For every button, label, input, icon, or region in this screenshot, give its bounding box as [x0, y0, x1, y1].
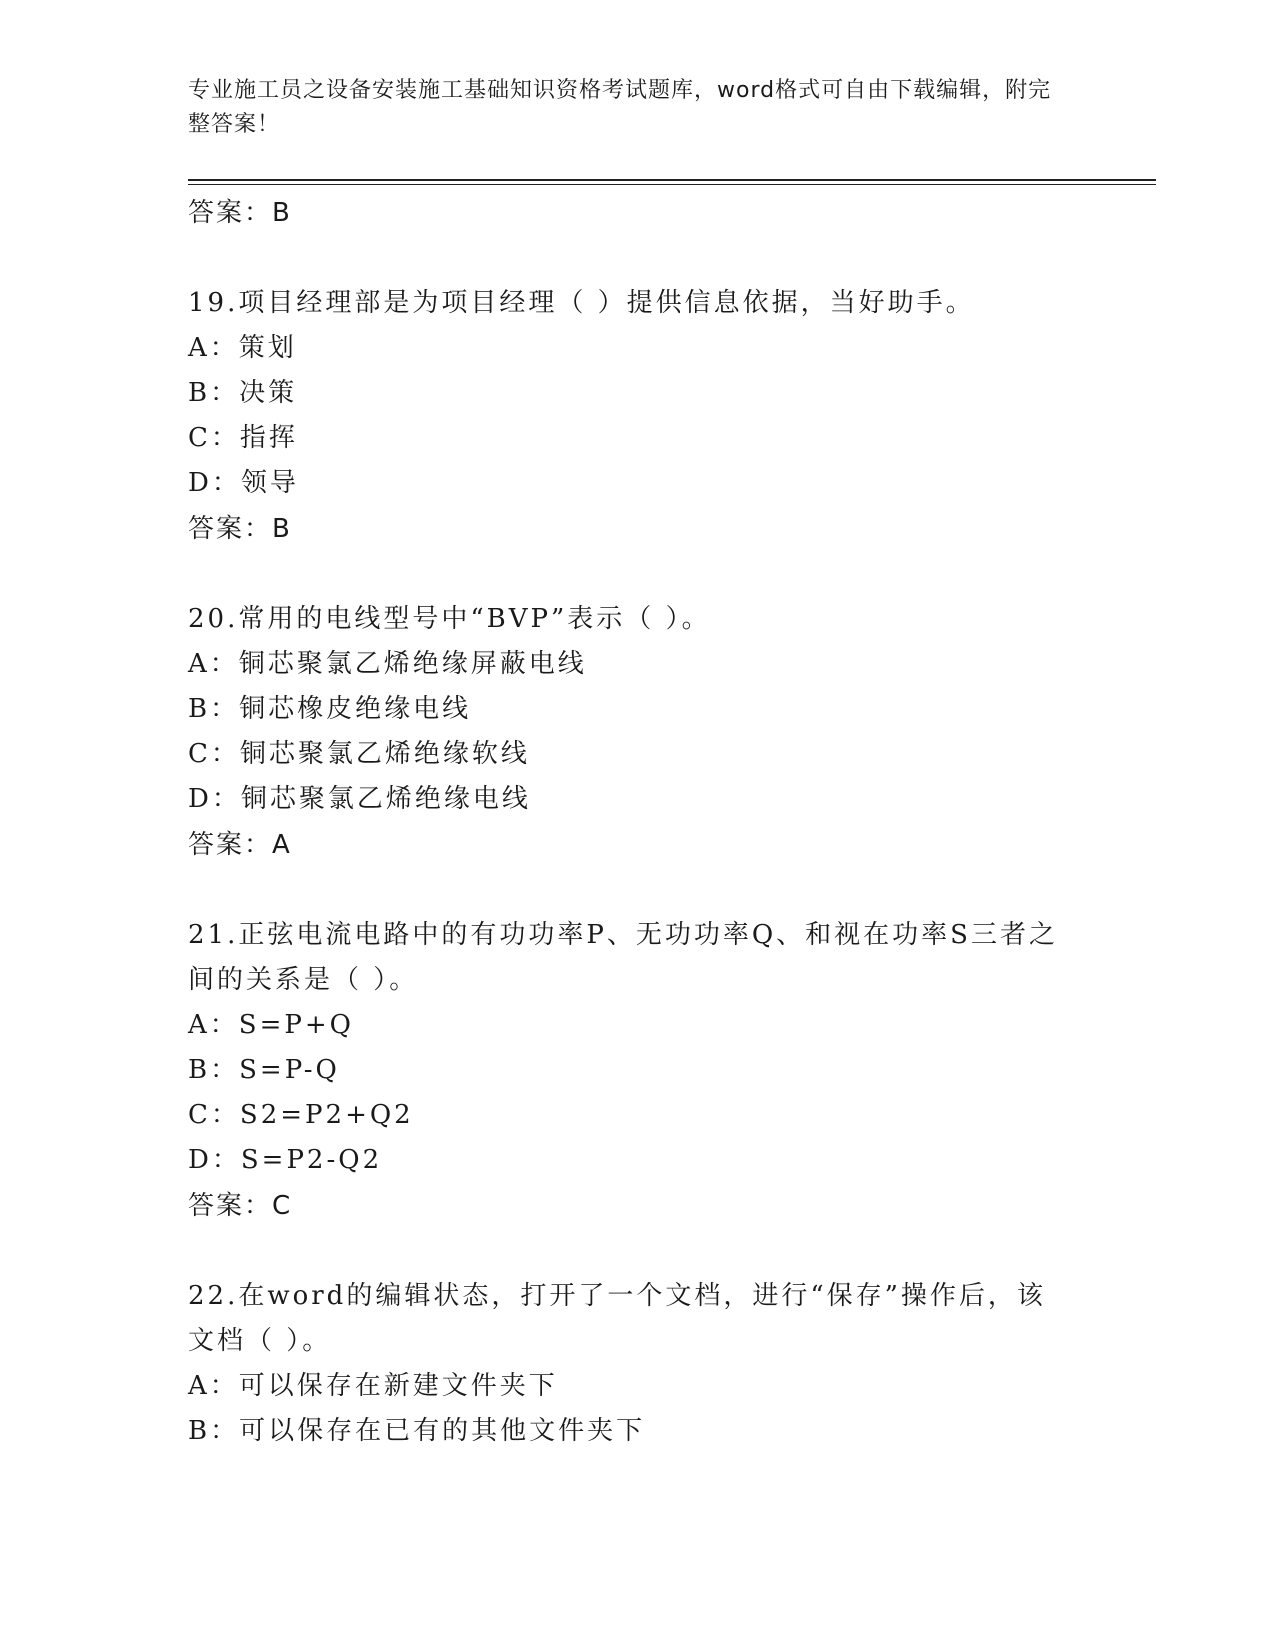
- answer-line: 答案：A: [188, 830, 292, 860]
- spacer: [188, 868, 1068, 913]
- option-a: A：可以保存在新建文件夹下: [188, 1371, 558, 1401]
- option-d: D：铜芯聚氯乙烯绝缘电线: [188, 784, 531, 814]
- question-list: [188, 190, 1068, 1454]
- option-d: D：领导: [188, 468, 299, 498]
- header-divider-thin: [188, 184, 1156, 185]
- question-block: [188, 281, 1068, 552]
- option-b: B：可以保存在已有的其他文件夹下: [188, 1416, 646, 1446]
- option-d: D：S=P2-Q2: [188, 1145, 383, 1175]
- option-a: A：S=P+Q: [188, 1010, 354, 1040]
- option-c: C：S2=P2+Q2: [188, 1100, 414, 1130]
- question-stem: 22.在word的编辑状态，打开了一个文档，进行“保存”操作后，该文档（ ）。: [188, 1281, 1046, 1356]
- question-stem: 21.正弦电流电路中的有功功率P、无功功率Q、和视在功率S三者之间的关系是（ ）。: [188, 920, 1058, 995]
- spacer: [188, 236, 1068, 281]
- question-block: [188, 913, 1068, 1229]
- question-stem: 19.项目经理部是为项目经理（ ）提供信息依据，当好助手。: [188, 288, 975, 318]
- option-c: C：铜芯聚氯乙烯绝缘软线: [188, 739, 530, 769]
- answer-line: 答案：C: [188, 1191, 293, 1221]
- option-b: B：S=P-Q: [188, 1055, 340, 1085]
- option-a: A：铜芯聚氯乙烯绝缘屏蔽电线: [188, 649, 587, 679]
- spacer: [188, 1229, 1068, 1274]
- header-divider-thick: [188, 179, 1156, 181]
- option-b: B：决策: [188, 378, 298, 408]
- question-stem: 20.常用的电线型号中“BVP”表示（ ）。: [188, 604, 711, 634]
- question-block: [188, 597, 1068, 868]
- spacer: [188, 552, 1068, 597]
- answer-line: 答案：B: [188, 198, 292, 228]
- question-block: [188, 1274, 1068, 1454]
- option-b: B：铜芯橡皮绝缘电线: [188, 694, 472, 724]
- option-c: C：指挥: [188, 423, 298, 453]
- option-a: A：策划: [188, 333, 297, 363]
- answer-line: 答案：B: [188, 514, 292, 544]
- document-header: 专业施工员之设备安装施工基础知识资格考试题库，word格式可自由下载编辑，附完整答案！: [188, 78, 1052, 137]
